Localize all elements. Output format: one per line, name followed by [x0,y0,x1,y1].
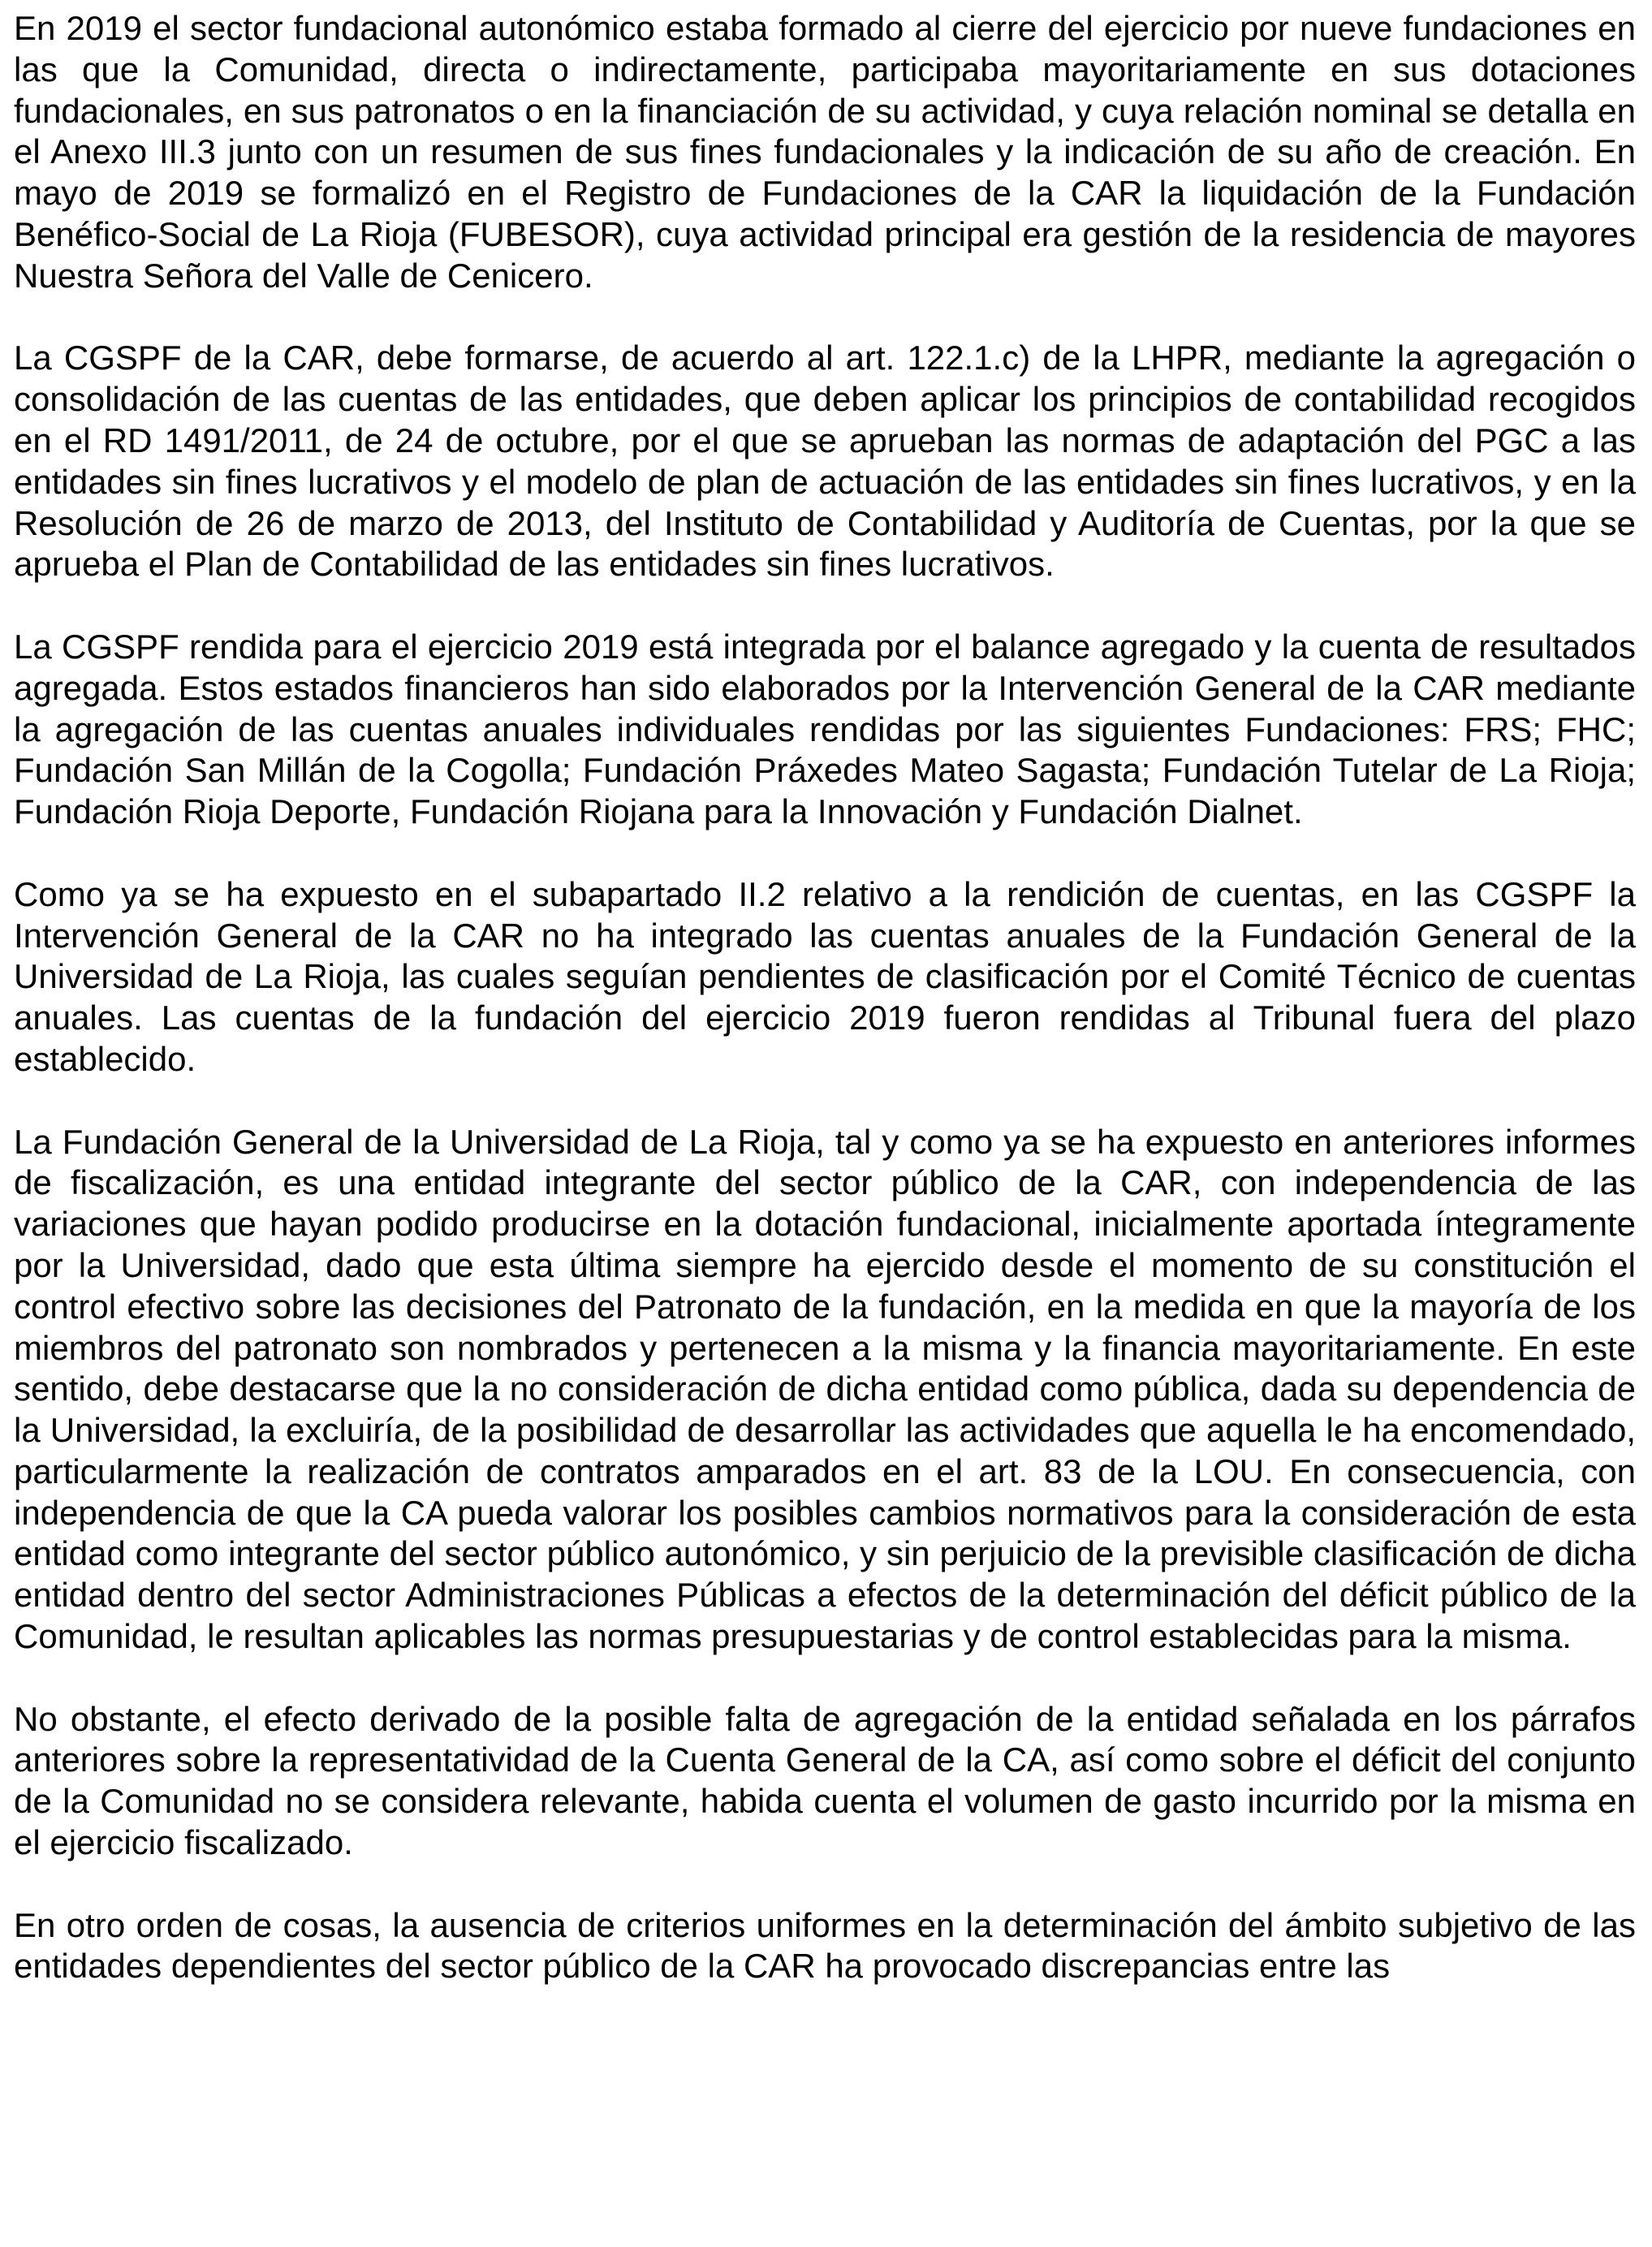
paragraph-ambito-subjetivo: En otro orden de cosas, la ausencia de criterios uniformes en la determinación del ámbito subjetivo de las entidades dependientes del sector público de la CAR ha provocado discrepancias entre las [14,1905,1636,1986]
paragraph-efecto-agregacion: No obstante, el efecto derivado de la posible falta de agregación de la entidad señalada en los párrafos anteriores sobre la representatividad de la Cuenta General de la CA, así como sobre el déficit del conjunto de la Comunidad no se considera relevante, habida cuenta el volumen de gasto incurrido por la misma en el ejercicio fiscalizado. [14,1699,1636,1862]
paragraph-cgspf-formacion: La CGSPF de la CAR, debe formarse, de acuerdo al art. 122.1.c) de la LHPR, mediante la agregación o consolidación de las cuentas de las entidades, que deben aplicar los principios de contabilidad recogidos en el RD 1491/2011, de 24 de octubre, por el que se aprueban las normas de adaptación del PGC a las entidades sin fines lucrativos y el modelo de plan de actuación de las entidades sin fines lucrativos, y en la Resolución de 26 de marzo de 2013, del Instituto de Contabilidad y Auditoría de Cuentas, por la que se aprueba el Plan de Contabilidad de las entidades sin fines lucrativos. [14,339,1636,584]
paragraph-sector-fundacional: En 2019 el sector fundacional autonómico estaba formado al cierre del ejercicio por nueve fundaciones en las que la Comunidad, directa o indirectamente, participaba mayoritariamente en sus dotaciones fundacionales, en sus patronatos o en la financiación de su actividad, y cuya relación nominal se detalla en el Anexo III.3 junto con un resumen de sus fines fundacionales y la indicación de su año de creación. En mayo de 2019 se formalizó en el Registro de Fundaciones de la CAR la liquidación de la Fundación Benéfico-Social de La Rioja (FUBESOR), cuya actividad principal era gestión de la residencia de mayores Nuestra Señora del Valle de Cenicero. [14,9,1636,295]
paragraph-cgspf-rendida: La CGSPF rendida para el ejercicio 2019 está integrada por el balance agregado y la cuenta de resultados agregada. Estos estados financieros han sido elaborados por la Intervención General de la CAR mediante la agregación de las cuentas anuales individuales rendidas por las siguientes Fundaciones: FRS; FHC; Fundación San Millán de la Cogolla; Fundación Práxedes Mateo Sagasta; Fundación Tutelar de La Rioja; Fundación Rioja Deporte, Fundación Riojana para la Innovación y Fundación Dialnet. [14,627,1636,831]
document-page [14,8,1636,2029]
paragraph-fundacion-universidad: La Fundación General de la Universidad de La Rioja, tal y como ya se ha expuesto en anteriores informes de fiscalización, es una entidad integrante del sector público de la CAR, con independencia de las variaciones que hayan podido producirse en la dotación fundacional, inicialmente aportada íntegramente por la Universidad, dado que esta última siempre ha ejercido desde el momento de su constitución el control efectivo sobre las decisiones del Patronato de la fundación, en la medida en que la mayoría de los miembros del patronato son nombrados y pertenecen a la misma y la financia mayoritariamente. En este sentido, debe destacarse que la no consideración de dicha entidad como pública, dada su dependencia de la Universidad, la excluiría, de la posibilidad de desarrollar las actividades que aquella le ha encomendado, particularmente la realización de contratos amparados en el art. 83 de la LOU. En consecuencia, con independencia de que la CA pueda valorar los posibles cambios normativos para la consideración de esta entidad como integrante del sector público autonómico, y sin perjuicio de la previsible clasificación de dicha entidad dentro del sector Administraciones Públicas a efectos de la determinación del déficit público de la Comunidad, le resultan aplicables las normas presupuestarias y de control establecidas para la misma. [14,1122,1636,1656]
paragraph-rendicion-cuentas: Como ya se ha expuesto en el subapartado II.2 relativo a la rendición de cuentas, en las CGSPF la Intervención General de la CAR no ha integrado las cuentas anuales de la Fundación General de la Universidad de La Rioja, las cuales seguían pendientes de clasificación por el Comité Técnico de cuentas anuales. Las cuentas de la fundación del ejercicio 2019 fueron rendidas al Tribunal fuera del plazo establecido. [14,874,1636,1078]
